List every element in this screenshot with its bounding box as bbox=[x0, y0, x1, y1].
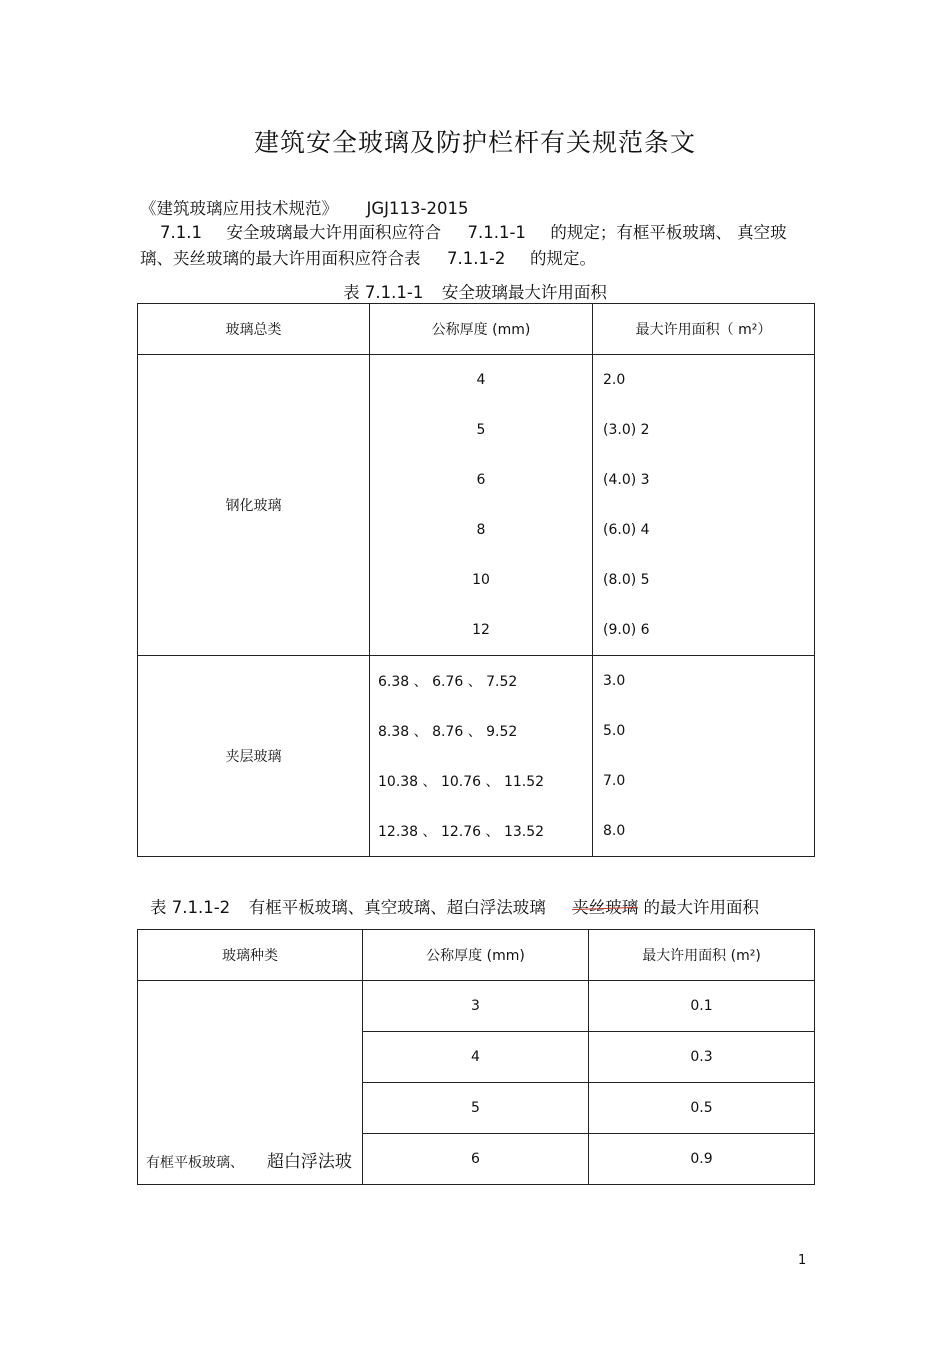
table1-header-category: 玻璃总类 bbox=[138, 304, 370, 355]
document-title: 建筑安全玻璃及防护栏杆有关规范条文 bbox=[253, 128, 696, 157]
thickness-value: 12 bbox=[472, 622, 490, 638]
table1-caption-text: 安全玻璃最大许用面积 bbox=[441, 283, 607, 302]
table2-header-area: 最大许用面积 (m²) bbox=[589, 930, 815, 981]
table2-category-cell bbox=[138, 981, 363, 1185]
clause-ref-a: 7.1.1-1 bbox=[467, 223, 526, 242]
thickness-value: 6 bbox=[476, 472, 486, 488]
table2-caption-number: 表 7.1.1-2 bbox=[150, 898, 231, 917]
table1-category-tempered: 钢化玻璃 bbox=[138, 355, 370, 656]
table-row bbox=[138, 981, 815, 1032]
table1-category-laminated: 夹层玻璃 bbox=[138, 656, 370, 857]
table-framed-glass-max-area bbox=[137, 929, 815, 1185]
standard-code: JGJ113-2015 bbox=[366, 199, 469, 218]
table2-caption-text: 有框平板玻璃、真空玻璃、超白浮法玻璃 bbox=[248, 898, 546, 917]
table1-area-cell bbox=[593, 656, 815, 857]
table1-thickness-cell bbox=[370, 355, 593, 656]
clause-line-2 bbox=[140, 245, 596, 269]
area-value: 7.0 bbox=[603, 773, 626, 789]
standard-reference bbox=[140, 195, 468, 219]
clause-text-b: 的规定；有框平板玻璃、 真空玻 bbox=[550, 223, 787, 242]
area-value: 3.0 bbox=[603, 673, 626, 689]
thickness-value: 5 bbox=[363, 1083, 589, 1134]
thickness-value: 3 bbox=[363, 981, 589, 1032]
thickness-value: 8 bbox=[476, 522, 486, 538]
area-value: (8.0) 5 bbox=[603, 572, 650, 588]
thickness-value: 8.38 、 8.76 、 9.52 bbox=[378, 724, 518, 740]
thickness-value: 6 bbox=[363, 1134, 589, 1185]
thickness-value: 10.38 、 10.76 、 11.52 bbox=[378, 774, 545, 790]
thickness-value: 5 bbox=[476, 422, 486, 438]
table1-caption-number: 表 7.1.1-1 bbox=[343, 283, 424, 302]
area-value: 5.0 bbox=[603, 723, 626, 739]
thickness-value: 4 bbox=[476, 372, 486, 388]
clause-text-d: 的规定。 bbox=[529, 249, 596, 268]
clause-line-1 bbox=[160, 219, 787, 243]
area-value: 0.3 bbox=[589, 1032, 815, 1083]
thickness-value: 12.38 、 12.76 、 13.52 bbox=[378, 824, 545, 840]
table-safety-glass-max-area bbox=[137, 303, 815, 857]
clause-text-a: 安全玻璃最大许用面积应符合 bbox=[226, 223, 441, 242]
area-value: (9.0) 6 bbox=[603, 622, 650, 638]
table1-area-cell bbox=[593, 355, 815, 656]
table2-caption-end: 的最大许用面积 bbox=[643, 898, 759, 917]
standard-name: 《建筑玻璃应用技术规范》 bbox=[140, 199, 338, 218]
area-value: (6.0) 4 bbox=[603, 522, 650, 538]
thickness-value: 10 bbox=[472, 572, 490, 588]
table2-caption bbox=[150, 894, 759, 918]
table2-caption-struck: 夹丝玻璃 bbox=[572, 898, 639, 917]
clause-number: 7.1.1 bbox=[160, 223, 202, 242]
table1-caption bbox=[0, 279, 950, 303]
table1-header-thickness: 公称厚度 (mm) bbox=[370, 304, 593, 355]
table1-header-row bbox=[138, 304, 815, 355]
clause-ref-b: 7.1.1-2 bbox=[447, 249, 506, 268]
table2-category-big: 超白浮法玻 bbox=[266, 1152, 352, 1172]
clause-text-c: 璃、夹丝玻璃的最大许用面积应符合表 bbox=[140, 249, 421, 268]
area-value: 0.1 bbox=[589, 981, 815, 1032]
table2-category-small: 有框平板玻璃、 bbox=[146, 1155, 244, 1171]
area-value: (3.0) 2 bbox=[603, 422, 650, 438]
table1-thickness-cell bbox=[370, 656, 593, 857]
table2-header-row bbox=[138, 930, 815, 981]
table2-header-category: 玻璃种类 bbox=[138, 930, 363, 981]
area-value: 0.5 bbox=[589, 1083, 815, 1134]
thickness-value: 6.38 、 6.76 、 7.52 bbox=[378, 674, 518, 690]
table2-header-thickness: 公称厚度 (mm) bbox=[363, 930, 589, 981]
area-value: (4.0) 3 bbox=[603, 472, 650, 488]
area-value: 8.0 bbox=[603, 823, 626, 839]
page-number: 1 bbox=[798, 1253, 807, 1268]
table1-group-tempered bbox=[138, 355, 815, 656]
table1-header-area: 最大许用面积（ m²） bbox=[593, 304, 815, 355]
area-value: 2.0 bbox=[603, 372, 626, 388]
table1-group-laminated bbox=[138, 656, 815, 857]
area-value: 0.9 bbox=[589, 1134, 815, 1185]
thickness-value: 4 bbox=[363, 1032, 589, 1083]
